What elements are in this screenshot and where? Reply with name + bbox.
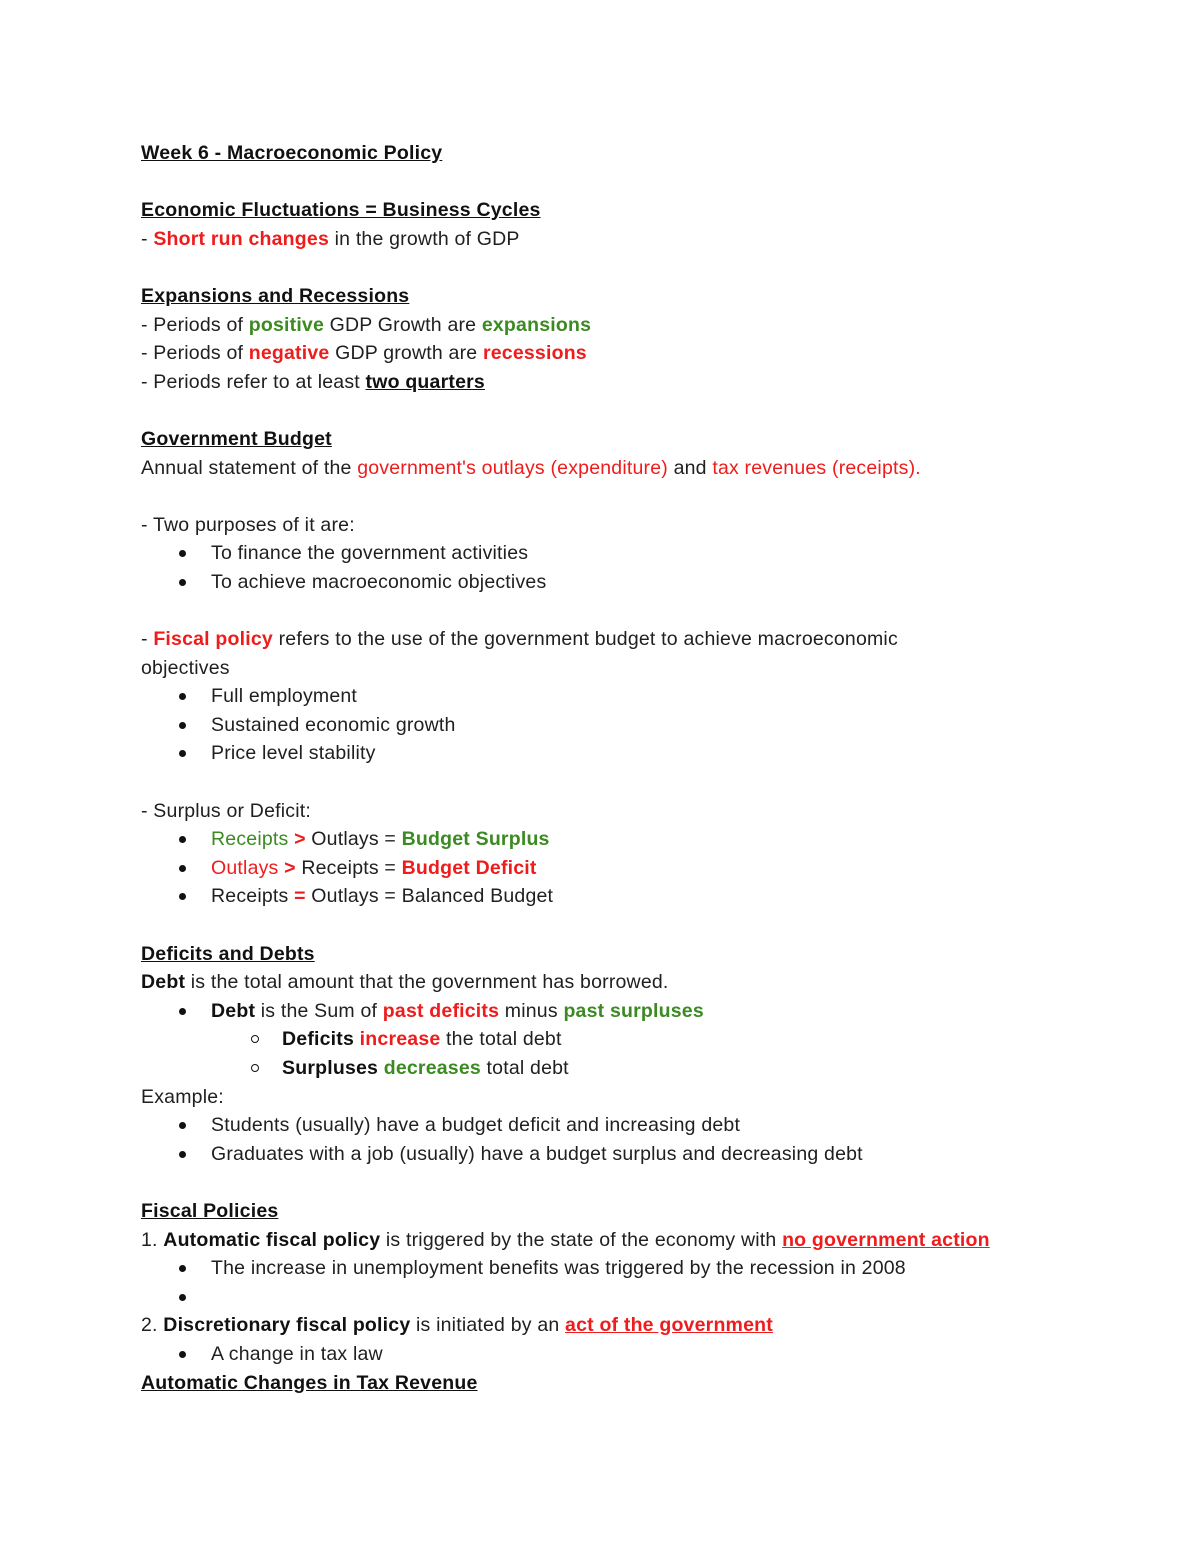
sub-list-item [141,1054,1101,1083]
line-two-purposes: - Two purposes of it are: [141,513,355,536]
text: Receipts [211,885,295,908]
sub-list-item [141,1025,1101,1054]
highlight-outlays: Outlays [211,856,279,879]
heading-deficits-debts: Deficits and Debts [141,942,315,965]
text: 2. [141,1314,164,1337]
text: - [141,227,154,250]
highlight-fiscal-policy: Fiscal policy [153,628,273,651]
line-objectives: objectives [141,656,230,679]
text: - Periods of [141,313,249,336]
list-item [141,882,1101,911]
list-item: Students (usually) have a budget deficit and increasing debt [141,1111,1101,1140]
list-item: Sustained economic growth [141,711,1101,740]
list-item: Graduates with a job (usually) have a budget surplus and decreasing debt [141,1140,1101,1169]
highlight-debt: Debt [211,999,256,1022]
highlight-short-run: Short run changes [153,227,329,250]
highlight-past-surpluses: past surpluses [563,999,704,1022]
highlight-no-government-action: no government action [782,1228,990,1251]
spacer [141,168,1101,197]
line-automatic-fiscal-policy [141,1226,1101,1255]
line-annual-statement [141,454,1101,483]
document-body [141,139,1101,1397]
text: the total debt [440,1028,562,1051]
spacer [141,482,1101,511]
line-negative [141,339,1101,368]
highlight-deficits: Deficits [282,1028,355,1051]
highlight-surpluses: Surpluses [282,1057,379,1079]
text: - Periods of [141,342,249,365]
list-item [141,825,1101,854]
line-surplus-deficit: - Surplus or Deficit: [141,799,311,822]
text: refers to the use of the government budget to achieve macroeconomic [272,628,898,651]
operator: > [288,828,312,851]
heading-automatic-changes-tax-revenue: Automatic Changes in Tax Revenue [141,1371,478,1394]
list-item: To achieve macroeconomic objectives [141,568,1101,597]
line-example: Example: [141,1085,224,1108]
list-item [141,854,1101,883]
text: Annual statement of the [141,456,358,479]
line-debt-definition [141,968,1101,997]
text: is the Sum of [255,999,383,1022]
list-item-empty [141,1283,1101,1312]
highlight-decreases: decreases [378,1057,481,1079]
text: in the growth of GDP [329,227,520,250]
list-item: Full employment [141,682,1101,711]
highlight-budget-deficit: Budget Deficit [401,856,537,879]
list-item [141,997,1101,1026]
highlight-discretionary-fiscal-policy: Discretionary fiscal policy [163,1314,411,1337]
highlight-positive: positive [248,313,325,336]
text: - Periods refer to at least [141,370,366,393]
highlight-negative: negative [248,342,330,365]
text: - [141,628,154,651]
highlight-two-quarters: two quarters [365,370,485,393]
text: Outlays = Balanced Budget [305,885,554,908]
highlight-outlays: government's outlays (expenditure) [357,456,668,479]
list-item: To finance the government activities [141,539,1101,568]
line-two-quarters [141,368,1101,397]
highlight-receipts: Receipts [211,828,289,851]
text: is initiated by an [410,1314,566,1337]
list-item: The increase in unemployment benefits was triggered by the recession in 2008 [141,1254,1101,1283]
line-positive [141,311,1101,340]
list-item: A change in tax law [141,1340,1101,1369]
heading-economic-fluctuations: Economic Fluctuations = Business Cycles [141,199,541,222]
text: and [667,456,713,479]
operator: > [278,856,302,879]
heading-government-budget: Government Budget [141,427,332,450]
text: GDP Growth are [324,313,482,336]
text: is triggered by the state of the economy with [380,1228,783,1251]
highlight-debt: Debt [141,971,186,994]
line-discretionary-fiscal-policy [141,1311,1101,1340]
page-title: Week 6 - Macroeconomic Policy [141,142,443,164]
line-short-run [141,225,1101,254]
highlight-tax-revenues: tax revenues (receipts). [712,456,921,479]
highlight-expansions: expansions [481,313,592,336]
heading-expansions-recessions: Expansions and Recessions [141,284,410,307]
operator: = [294,885,306,908]
highlight-past-deficits: past deficits [382,999,500,1022]
highlight-automatic-fiscal-policy: Automatic fiscal policy [163,1228,381,1251]
line-fiscal-policy [141,625,1101,654]
spacer [141,253,1101,282]
list-item: Price level stability [141,739,1101,768]
text: GDP growth are [329,342,483,365]
text: minus [499,999,564,1022]
spacer [141,396,1101,425]
highlight-act-of-government: act of the government [565,1314,773,1337]
spacer [141,1168,1101,1197]
text: Receipts = [301,856,402,879]
text: total debt [480,1057,569,1079]
spacer [141,768,1101,797]
heading-fiscal-policies: Fiscal Policies [141,1199,279,1222]
spacer [141,597,1101,626]
spacer [141,911,1101,940]
highlight-increase: increase [354,1028,441,1051]
text: 1. [141,1228,164,1251]
text: Outlays = [311,828,402,851]
highlight-budget-surplus: Budget Surplus [401,828,550,851]
text: is the total amount that the government has borrowed. [185,971,669,994]
highlight-recessions: recessions [482,342,587,365]
